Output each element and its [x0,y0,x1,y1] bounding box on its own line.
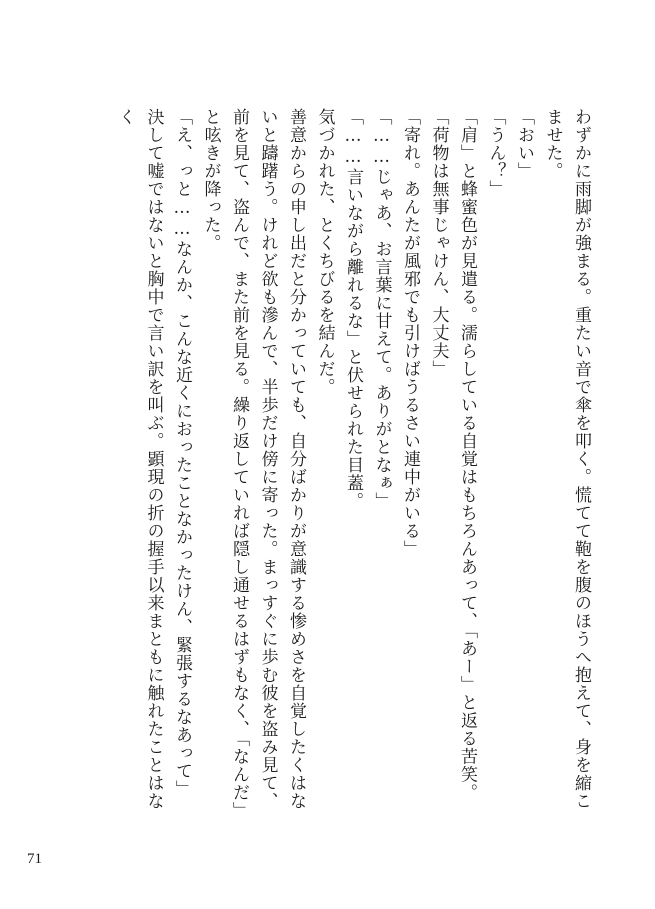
paragraph-9: 気づかれた、とくちびるを結んだ。 [314,108,335,396]
paragraph-12: 決して嘘ではないと胸中で言い訳を叫ぶ。顕現の折の握手以来まともに触れたことはなく [115,108,164,810]
paragraph-8: 「……言いながら離れるな」と伏せられた目蓋。 [343,108,363,510]
paragraph-11: 「え、っと……なんか、こんな近くにおったことなかったけん、緊張するなあって」 [172,108,192,798]
paragraph-10: 善意からの申し出だと分かっていても、自分ばかりが意識する惨めさを自覚したくはないと躊躇う。けれど欲も滲んで、半歩だけ傍に寄った。まっすぐに歩む彼を盗み見て、前を見て、盗んで、また前を見る。繰り返していれば隠し通せるはずもなく、「なんだ」と呟きが降った。 [200,108,306,820]
paragraph-5: 「荷物は無事じゃけん、大丈夫」 [428,108,449,378]
paragraph-4: 「肩」と蜂蜜色が見遣る。濡らしている自覚はもちろんあって、「あー」と返る苦笑。 [457,108,477,802]
paragraph-3: 「うん？」 [485,108,506,198]
paragraph-7: 「……じゃあ、お言葉に甘えて。ありがとなぁ」 [371,108,392,510]
paragraph-1: わずかに雨脚が強まる。重たい音で傘を叩く。慌てて鞄を腹のほうへ抱えて、身を縮こませた。 [542,108,591,810]
paragraph-6: 「寄れ。あんたが風邪でも引けばうるさい連中がいる」 [400,108,420,558]
paragraph-2: 「おい」 [514,108,534,180]
vertical-text-body [115,108,595,824]
page-number: 71 [27,851,42,867]
